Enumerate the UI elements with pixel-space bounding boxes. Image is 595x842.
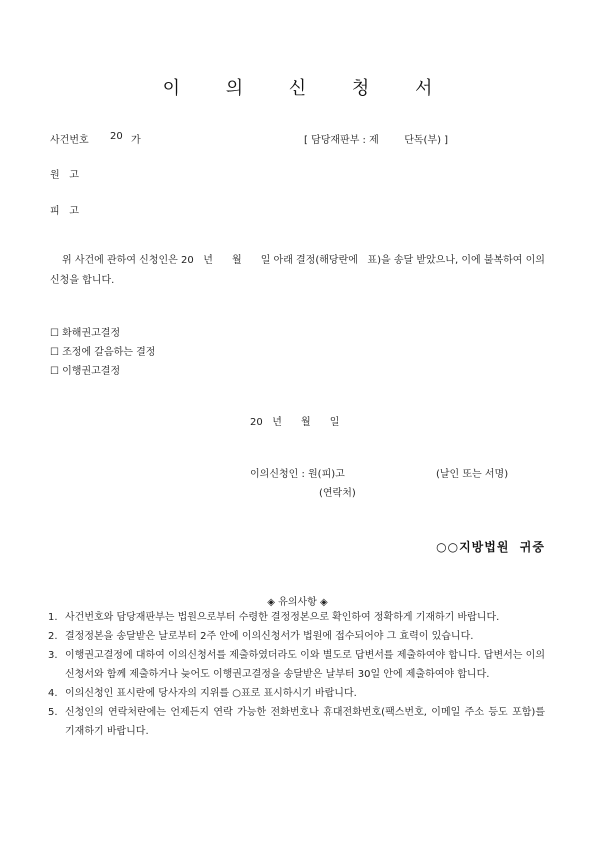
case-number-label: 사건번호 xyxy=(50,135,89,146)
court-addressee: ○○지방법원 귀중 xyxy=(436,540,545,554)
seal-or-signature: (날인 또는 서명) xyxy=(436,469,509,480)
list-item xyxy=(48,703,545,741)
notes-list xyxy=(48,608,545,741)
case-year: 20 xyxy=(110,131,123,142)
list-item xyxy=(48,608,545,627)
defendant-label: 피 고 xyxy=(50,206,79,217)
case-type: 가 xyxy=(131,135,141,146)
contact-label: (연락처) xyxy=(319,488,356,499)
document-title: 이 의 신 청 서 xyxy=(162,78,453,99)
note-text: 이행권고결정에 대하여 이의신청서를 제출하였더라도 이와 별도로 답변서를 제출하여야 합니다. 답변서는 이의신청서와 함께 제출하거나 늦어도 이행권고결정을 송달받은 날부터 30일 안에 제출하여야 합니다. xyxy=(65,650,545,680)
note-text: 신청인의 연락처란에는 언제든지 연락 가능한 전화번호나 휴대전화번호(팩스번호, 이메일 주소 등도 포함)를 기재하기 바랍니다. xyxy=(65,707,545,737)
list-item xyxy=(48,684,545,703)
note-number: 1. xyxy=(48,612,58,623)
option-decision-in-lieu-of-mediation[interactable]: ☐ 조정에 갈음하는 결정 xyxy=(50,347,156,358)
statement-paragraph: 위 사건에 관하여 신청인은 20 년 월 일 아래 결정(해당란에 표)을 송달 받았으나, 이에 불복하여 이의신청을 합니다. xyxy=(50,255,545,286)
option-conciliation-recommendation[interactable]: ☐ 화해권고결정 xyxy=(50,328,121,339)
note-text: 이의신청인 표시란에 당사자의 지위를 ○표로 표시하시기 바랍니다. xyxy=(65,688,357,699)
applicant-label: 이의신청인 : 원(피)고 xyxy=(250,469,345,480)
option-performance-recommendation[interactable]: ☐ 이행권고결정 xyxy=(50,366,121,377)
plaintiff-label: 원 고 xyxy=(50,170,79,181)
date-line: 20 년 월 일 xyxy=(250,417,340,428)
list-item xyxy=(48,646,545,684)
note-number: 5. xyxy=(48,707,58,718)
notes-title: ◈ 유의사항 ◈ xyxy=(267,597,328,608)
note-text: 결정정본을 송달받은 날로부터 2주 안에 이의신청서가 법원에 접수되어야 그 효력이 있습니다. xyxy=(65,631,474,642)
note-number: 3. xyxy=(48,650,58,661)
list-item xyxy=(48,627,545,646)
assigned-division: [ 담당재판부 : 제 단독(부) ] xyxy=(304,135,449,146)
note-number: 2. xyxy=(48,631,58,642)
note-text: 사건번호와 담당재판부는 법원으로부터 수령한 결정정본으로 확인하여 정확하게 기재하기 바랍니다. xyxy=(65,612,500,623)
note-number: 4. xyxy=(48,688,58,699)
